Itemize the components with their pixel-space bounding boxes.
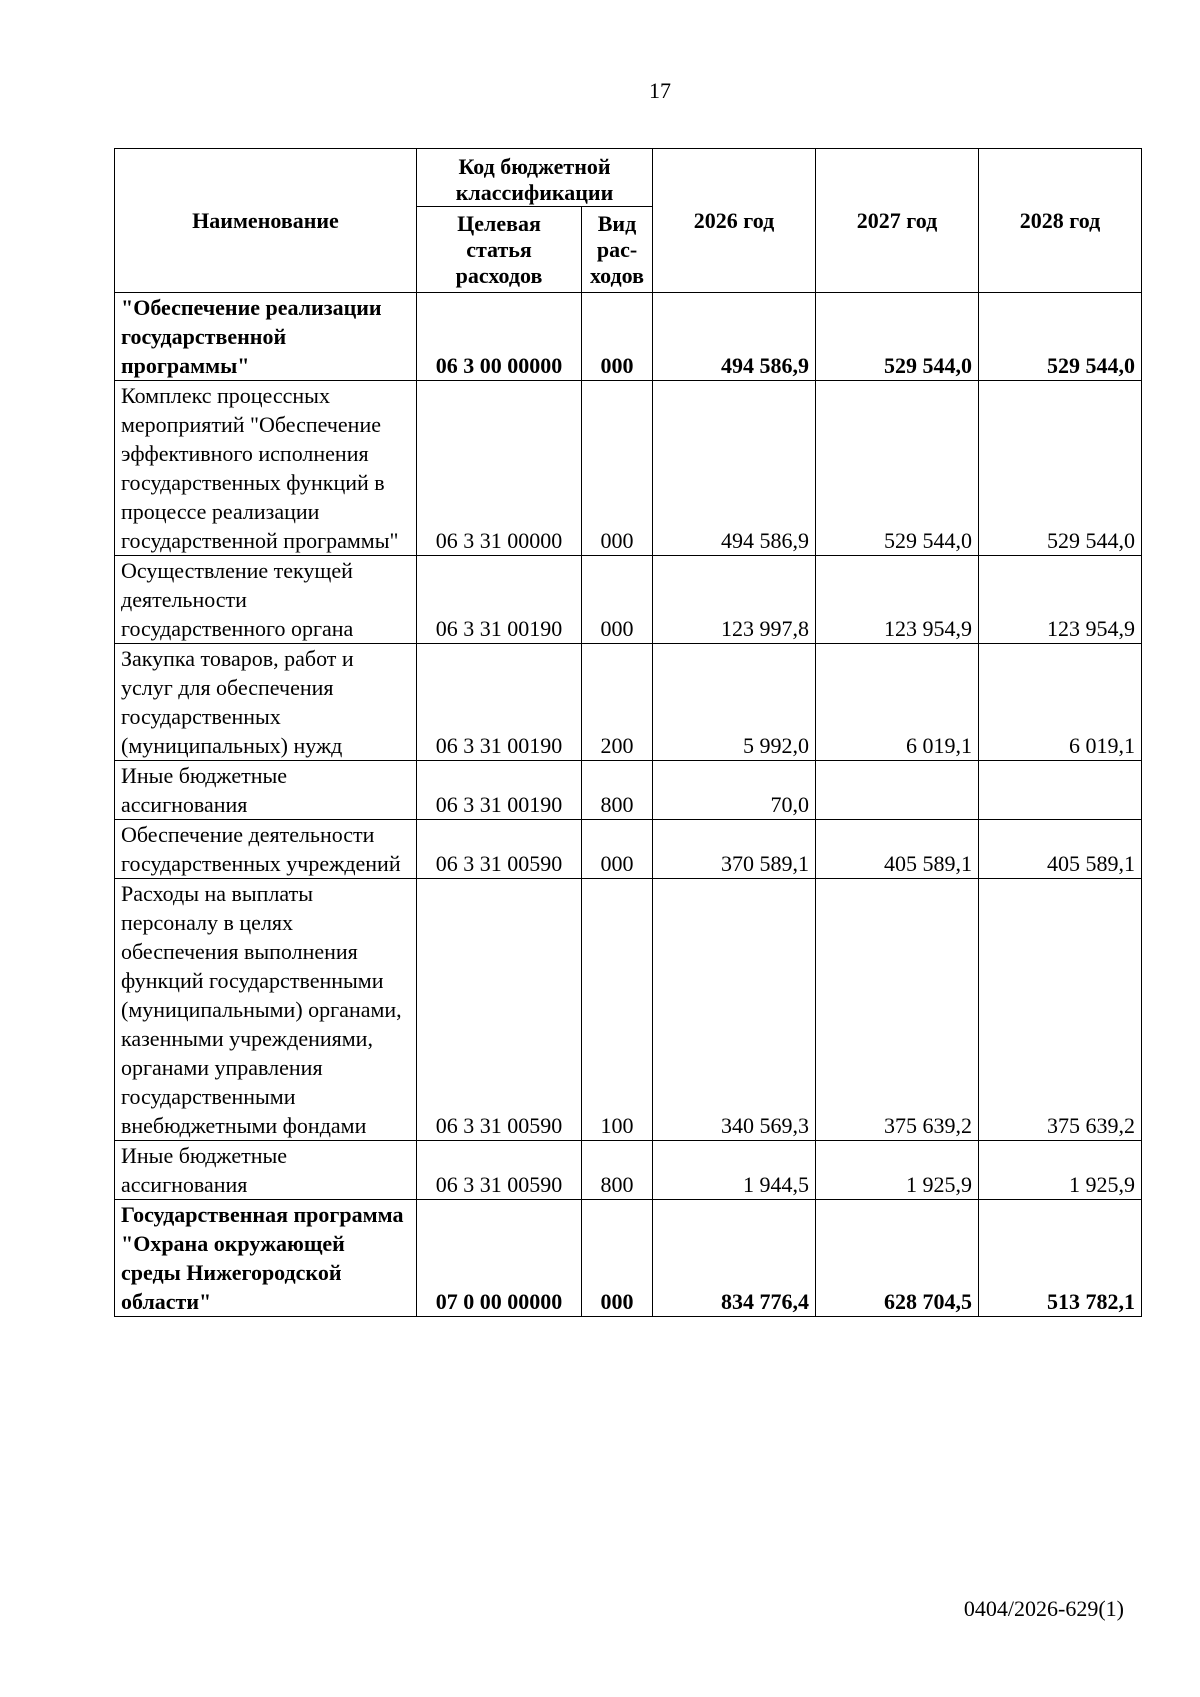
header-code-group: Код бюджетной классификации [417, 149, 653, 207]
row-name: Закупка товаров, работ и услуг для обеспечения государственных (муниципальных) нужд [115, 644, 417, 761]
table-row [115, 1200, 1142, 1317]
row-value-2028: 529 544,0 [979, 293, 1142, 381]
header-year-2028: 2028 год [979, 149, 1142, 293]
row-value-2026: 5 992,0 [653, 644, 816, 761]
document-code: 0404/2026-629(1) [963, 1596, 1124, 1621]
row-value-2028: 6 019,1 [979, 644, 1142, 761]
row-target-article: 06 3 00 00000 [417, 293, 582, 381]
row-value-2027: 375 639,2 [816, 879, 979, 1141]
row-value-2027 [816, 761, 979, 820]
row-name: Иные бюджетные ассигнования [115, 761, 417, 820]
header-expense-type: Вид рас- ходов [582, 207, 653, 293]
row-value-2028: 405 589,1 [979, 820, 1142, 879]
row-target-article: 06 3 31 00590 [417, 879, 582, 1141]
page-number: 17 [649, 78, 671, 103]
row-value-2026: 370 589,1 [653, 820, 816, 879]
row-expense-type: 000 [582, 556, 653, 644]
table-row [115, 761, 1142, 820]
row-value-2028: 529 544,0 [979, 381, 1142, 556]
row-expense-type: 200 [582, 644, 653, 761]
row-target-article: 06 3 31 00190 [417, 761, 582, 820]
row-value-2027: 123 954,9 [816, 556, 979, 644]
row-name: Государственная программа "Охрана окружающей среды Нижегородской области" [115, 1200, 417, 1317]
table-row [115, 879, 1142, 1141]
row-name: Расходы на выплаты персоналу в целях обеспечения выполнения функций государственными (муниципальными) органами, казенными учреждениями, органами управления государственными внебюджетными фондами [115, 879, 417, 1141]
row-expense-type: 000 [582, 820, 653, 879]
row-value-2028: 513 782,1 [979, 1200, 1142, 1317]
row-value-2027: 529 544,0 [816, 381, 979, 556]
row-value-2028 [979, 761, 1142, 820]
row-name: Обеспечение деятельности государственных учреждений [115, 820, 417, 879]
table-row [115, 381, 1142, 556]
row-name: "Обеспечение реализации государственной программы" [115, 293, 417, 381]
row-name: Комплекс процессных мероприятий "Обеспечение эффективного исполнения государственных функций в процессе реализации государственной программы" [115, 381, 417, 556]
row-expense-type: 800 [582, 761, 653, 820]
row-expense-type: 800 [582, 1141, 653, 1200]
header-year-2026: 2026 год [653, 149, 816, 293]
row-target-article: 06 3 31 00190 [417, 644, 582, 761]
table-row [115, 293, 1142, 381]
table-row [115, 556, 1142, 644]
row-value-2027: 405 589,1 [816, 820, 979, 879]
row-expense-type: 100 [582, 879, 653, 1141]
row-value-2027: 628 704,5 [816, 1200, 979, 1317]
row-value-2027: 1 925,9 [816, 1141, 979, 1200]
row-target-article: 07 0 00 00000 [417, 1200, 582, 1317]
row-value-2028: 1 925,9 [979, 1141, 1142, 1200]
row-expense-type: 000 [582, 1200, 653, 1317]
table-row [115, 820, 1142, 879]
row-target-article: 06 3 31 00000 [417, 381, 582, 556]
row-value-2026: 494 586,9 [653, 381, 816, 556]
row-expense-type: 000 [582, 293, 653, 381]
row-value-2026: 123 997,8 [653, 556, 816, 644]
row-value-2026: 1 944,5 [653, 1141, 816, 1200]
table-body [115, 293, 1142, 1317]
row-value-2026: 494 586,9 [653, 293, 816, 381]
row-value-2026: 340 569,3 [653, 879, 816, 1141]
row-expense-type: 000 [582, 381, 653, 556]
row-value-2028: 375 639,2 [979, 879, 1142, 1141]
header-year-2027: 2027 год [816, 149, 979, 293]
table-row [115, 1141, 1142, 1200]
header-name: Наименование [115, 149, 417, 293]
row-value-2027: 529 544,0 [816, 293, 979, 381]
table-row [115, 644, 1142, 761]
header-target-article: Целевая статья расходов [417, 207, 582, 293]
row-name: Иные бюджетные ассигнования [115, 1141, 417, 1200]
row-value-2027: 6 019,1 [816, 644, 979, 761]
row-target-article: 06 3 31 00190 [417, 556, 582, 644]
row-value-2026: 834 776,4 [653, 1200, 816, 1317]
row-value-2026: 70,0 [653, 761, 816, 820]
row-name: Осуществление текущей деятельности государственного органа [115, 556, 417, 644]
budget-table [114, 148, 1142, 1317]
row-target-article: 06 3 31 00590 [417, 1141, 582, 1200]
row-value-2028: 123 954,9 [979, 556, 1142, 644]
row-target-article: 06 3 31 00590 [417, 820, 582, 879]
